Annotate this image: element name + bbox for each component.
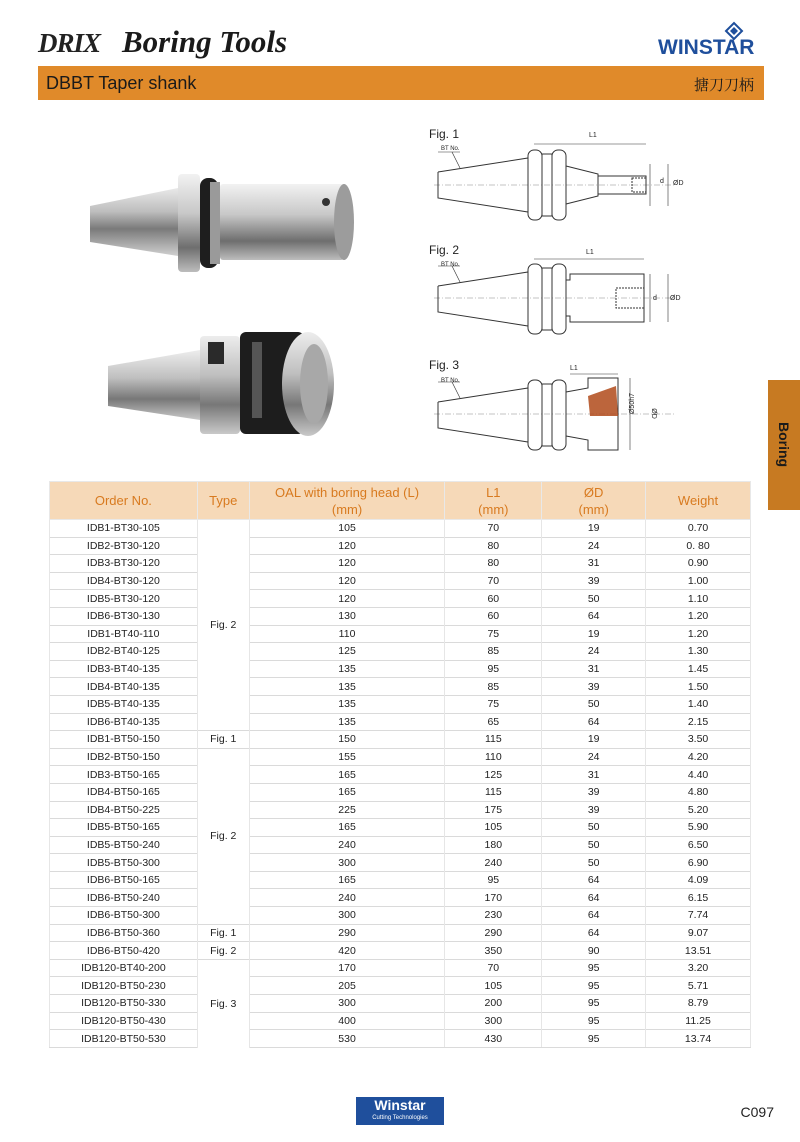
fig-1-bt: BT No. (441, 146, 460, 152)
cell-oal: 205 (249, 977, 445, 995)
cell-oal: 135 (249, 695, 445, 713)
cell-order-no: IDB6-BT40-135 (50, 713, 198, 731)
fig-1-d: d (660, 178, 664, 185)
cell-oal: 155 (249, 748, 445, 766)
cell-oal: 165 (249, 766, 445, 784)
section-title: DBBT Taper shank (46, 73, 197, 93)
table-row (50, 713, 751, 731)
cell-weight: 1.30 (646, 643, 751, 661)
cell-l1: 85 (445, 643, 542, 661)
fig-1-od: ØD (673, 180, 684, 187)
footer-logo-sub: Cutting Technologies (372, 1115, 428, 1121)
side-tab-label: Boring (776, 422, 792, 468)
cell-weight: 6.90 (646, 854, 751, 872)
fig-1-l1: L1 (589, 132, 597, 139)
table-row (50, 748, 751, 766)
cell-l1: 80 (445, 537, 542, 555)
cell-l1: 105 (445, 977, 542, 995)
table-row (50, 871, 751, 889)
table-row (50, 695, 751, 713)
cell-d: 31 (542, 660, 646, 678)
cell-weight: 1.50 (646, 678, 751, 696)
section-title-cn: 搪刀刀柄 (693, 77, 754, 94)
cell-oal: 120 (249, 590, 445, 608)
table-row (50, 942, 751, 960)
cell-l1: 105 (445, 819, 542, 837)
cell-type: Fig. 1 (197, 731, 249, 749)
cell-oal: 120 (249, 555, 445, 573)
cell-d: 64 (542, 907, 646, 925)
footer-logo (356, 1097, 444, 1125)
table-row (50, 660, 751, 678)
cell-order-no: IDB2-BT30-120 (50, 537, 198, 555)
cell-weight: 1.00 (646, 572, 751, 590)
cell-order-no: IDB6-BT50-300 (50, 907, 198, 925)
cell-l1: 95 (445, 871, 542, 889)
cell-weight: 6.50 (646, 836, 751, 854)
cell-l1: 230 (445, 907, 542, 925)
cell-order-no: IDB1-BT40-110 (50, 625, 198, 643)
table-row (50, 854, 751, 872)
cell-weight: 1.45 (646, 660, 751, 678)
cell-order-no: IDB5-BT50-240 (50, 836, 198, 854)
cell-order-no: IDB1-BT50-150 (50, 731, 198, 749)
table-row (50, 1030, 751, 1048)
cell-order-no: IDB2-BT40-125 (50, 643, 198, 661)
cell-order-no: IDB4-BT50-165 (50, 783, 198, 801)
cell-weight: 2.15 (646, 713, 751, 731)
table-row (50, 836, 751, 854)
fig-3-drawing (430, 372, 680, 462)
cell-oal: 135 (249, 713, 445, 731)
brand-name: WINSTAR (658, 36, 755, 59)
cell-l1: 60 (445, 590, 542, 608)
page-title: Boring Tools (122, 24, 288, 59)
col-l1-line1: L1 (486, 484, 501, 500)
cell-l1: 95 (445, 660, 542, 678)
cell-l1: 80 (445, 555, 542, 573)
cell-order-no: IDB5-BT50-300 (50, 854, 198, 872)
drix-logo: DRIX (38, 28, 101, 58)
cell-weight: 5.20 (646, 801, 751, 819)
cell-order-no: IDB4-BT50-225 (50, 801, 198, 819)
cell-weight: 4.20 (646, 748, 751, 766)
table-row (50, 678, 751, 696)
cell-l1: 290 (445, 924, 542, 942)
cell-order-no: IDB120-BT50-330 (50, 995, 198, 1013)
cell-d: 24 (542, 643, 646, 661)
cell-l1: 65 (445, 713, 542, 731)
cell-order-no: IDB3-BT30-120 (50, 555, 198, 573)
fig-1-label: Fig. 1 (429, 127, 460, 141)
table-row (50, 555, 751, 573)
cell-oal: 240 (249, 836, 445, 854)
col-d-line1: ØD (583, 484, 604, 500)
section-bar (38, 66, 764, 100)
col-l1-line2: (mm) (478, 501, 509, 517)
cell-d: 95 (542, 959, 646, 977)
cell-order-no: IDB6-BT50-360 (50, 924, 198, 942)
cell-oal: 105 (249, 520, 445, 538)
cell-weight: 9.07 (646, 924, 751, 942)
cell-d: 19 (542, 731, 646, 749)
cell-l1: 85 (445, 678, 542, 696)
table-row (50, 783, 751, 801)
table-row (50, 995, 751, 1013)
col-weight: Weight (646, 482, 751, 520)
cell-d: 50 (542, 836, 646, 854)
cell-l1: 75 (445, 695, 542, 713)
col-oal-line1: OAL with boring head (L) (275, 484, 420, 500)
cell-order-no: IDB5-BT30-120 (50, 590, 198, 608)
cell-order-no: IDB6-BT50-420 (50, 942, 198, 960)
cell-oal: 240 (249, 889, 445, 907)
cell-oal: 135 (249, 678, 445, 696)
spec-table (49, 481, 751, 1048)
cell-d: 19 (542, 520, 646, 538)
table-row (50, 537, 751, 555)
product-photo-1 (86, 168, 356, 278)
cell-d: 39 (542, 801, 646, 819)
cell-oal: 165 (249, 783, 445, 801)
cell-l1: 70 (445, 520, 542, 538)
table-row (50, 572, 751, 590)
fig-3-od: ØD (649, 408, 657, 419)
cell-weight: 11.25 (646, 1012, 751, 1030)
cell-l1: 240 (445, 854, 542, 872)
cell-oal: 125 (249, 643, 445, 661)
cell-d: 50 (542, 695, 646, 713)
table-row (50, 977, 751, 995)
cell-d: 39 (542, 783, 646, 801)
cell-order-no: IDB3-BT50-165 (50, 766, 198, 784)
cell-order-no: IDB3-BT40-135 (50, 660, 198, 678)
cell-d: 24 (542, 537, 646, 555)
table-row (50, 643, 751, 661)
table-row (50, 1012, 751, 1030)
fig-3-d: Ø50h7 (629, 392, 637, 415)
table-row (50, 607, 751, 625)
cell-weight: 5.90 (646, 819, 751, 837)
cell-oal: 170 (249, 959, 445, 977)
cell-weight: 6.15 (646, 889, 751, 907)
cell-order-no: IDB4-BT40-135 (50, 678, 198, 696)
cell-l1: 430 (445, 1030, 542, 1048)
cell-oal: 120 (249, 572, 445, 590)
cell-l1: 110 (445, 748, 542, 766)
cell-l1: 125 (445, 766, 542, 784)
fig-2-label: Fig. 2 (429, 243, 460, 257)
cell-weight: 4.40 (646, 766, 751, 784)
cell-d: 50 (542, 854, 646, 872)
product-photo-2 (104, 322, 344, 442)
cell-d: 64 (542, 871, 646, 889)
cell-l1: 200 (445, 995, 542, 1013)
cell-weight: 13.51 (646, 942, 751, 960)
cell-l1: 175 (445, 801, 542, 819)
cell-d: 31 (542, 766, 646, 784)
cell-l1: 115 (445, 731, 542, 749)
cell-d: 64 (542, 924, 646, 942)
col-l1 (445, 482, 542, 520)
cell-weight: 0.90 (646, 555, 751, 573)
cell-l1: 75 (445, 625, 542, 643)
cell-oal: 110 (249, 625, 445, 643)
cell-order-no: IDB6-BT50-240 (50, 889, 198, 907)
cell-d: 90 (542, 942, 646, 960)
cell-order-no: IDB5-BT50-165 (50, 819, 198, 837)
cell-weight: 0.70 (646, 520, 751, 538)
cell-l1: 350 (445, 942, 542, 960)
side-tab (768, 380, 800, 510)
cell-type: Fig. 3 (197, 959, 249, 1047)
col-order-no: Order No. (50, 482, 198, 520)
table-row (50, 590, 751, 608)
cell-weight: 0. 80 (646, 537, 751, 555)
cell-l1: 60 (445, 607, 542, 625)
cell-weight: 3.20 (646, 959, 751, 977)
cell-oal: 530 (249, 1030, 445, 1048)
cell-order-no: IDB120-BT50-430 (50, 1012, 198, 1030)
fig-2-od: ØD (670, 295, 681, 302)
table-row (50, 889, 751, 907)
cell-order-no: IDB2-BT50-150 (50, 748, 198, 766)
fig-3-l1: L1 (570, 365, 578, 372)
cell-d: 95 (542, 1030, 646, 1048)
cell-l1: 170 (445, 889, 542, 907)
cell-oal: 300 (249, 854, 445, 872)
cell-weight: 4.80 (646, 783, 751, 801)
table-header-row (50, 482, 751, 520)
cell-d: 19 (542, 625, 646, 643)
cell-d: 31 (542, 555, 646, 573)
col-oal-line2: (mm) (331, 501, 363, 517)
spec-table-body (50, 520, 751, 1048)
cell-weight: 13.74 (646, 1030, 751, 1048)
cell-weight: 1.20 (646, 625, 751, 643)
cell-order-no: IDB120-BT40-200 (50, 959, 198, 977)
cell-oal: 130 (249, 607, 445, 625)
cell-weight: 4.09 (646, 871, 751, 889)
cell-d: 64 (542, 713, 646, 731)
cell-weight: 8.79 (646, 995, 751, 1013)
table-row (50, 924, 751, 942)
col-d-line2: (mm) (578, 501, 609, 517)
col-oal (249, 482, 445, 520)
cell-d: 64 (542, 889, 646, 907)
fig-3-label: Fig. 3 (429, 358, 460, 372)
cell-order-no: IDB120-BT50-530 (50, 1030, 198, 1048)
page-header (38, 20, 764, 64)
winstar-logo (658, 20, 762, 60)
table-row (50, 766, 751, 784)
cell-order-no: IDB120-BT50-230 (50, 977, 198, 995)
cell-order-no: IDB6-BT50-165 (50, 871, 198, 889)
cell-weight: 1.10 (646, 590, 751, 608)
cell-d: 50 (542, 590, 646, 608)
footer-logo-name: Winstar (374, 1097, 426, 1113)
table-row (50, 819, 751, 837)
cell-l1: 70 (445, 572, 542, 590)
table-row (50, 959, 751, 977)
cell-l1: 300 (445, 1012, 542, 1030)
table-row (50, 520, 751, 538)
col-type: Type (197, 482, 249, 520)
fig-2-bt: BT No. (441, 262, 460, 268)
cell-d: 24 (542, 748, 646, 766)
cell-oal: 225 (249, 801, 445, 819)
cell-order-no: IDB5-BT40-135 (50, 695, 198, 713)
page-number: C097 (740, 1104, 774, 1120)
cell-d: 95 (542, 1012, 646, 1030)
table-row (50, 907, 751, 925)
cell-order-no: IDB1-BT30-105 (50, 520, 198, 538)
cell-weight: 5.71 (646, 977, 751, 995)
table-row (50, 625, 751, 643)
cell-l1: 70 (445, 959, 542, 977)
cell-weight: 1.40 (646, 695, 751, 713)
cell-oal: 300 (249, 907, 445, 925)
cell-d: 64 (542, 607, 646, 625)
cell-type: Fig. 1 (197, 924, 249, 942)
cell-oal: 135 (249, 660, 445, 678)
table-row (50, 801, 751, 819)
cell-d: 95 (542, 995, 646, 1013)
cell-type: Fig. 2 (197, 748, 249, 924)
fig-2-drawing (430, 256, 680, 346)
cell-oal: 165 (249, 819, 445, 837)
cell-d: 39 (542, 678, 646, 696)
cell-d: 95 (542, 977, 646, 995)
cell-oal: 420 (249, 942, 445, 960)
cell-oal: 165 (249, 871, 445, 889)
fig-3-bt: BT No. (441, 378, 460, 384)
cell-type: Fig. 2 (197, 520, 249, 731)
cell-d: 50 (542, 819, 646, 837)
cell-oal: 150 (249, 731, 445, 749)
cell-type: Fig. 2 (197, 942, 249, 960)
table-row (50, 731, 751, 749)
col-d (542, 482, 646, 520)
cell-weight: 7.74 (646, 907, 751, 925)
cell-oal: 290 (249, 924, 445, 942)
fig-2-d: d (653, 295, 657, 302)
cell-weight: 1.20 (646, 607, 751, 625)
fig-2-l1: L1 (586, 249, 594, 256)
cell-order-no: IDB4-BT30-120 (50, 572, 198, 590)
fig-1-drawing (430, 140, 680, 230)
cell-oal: 120 (249, 537, 445, 555)
cell-l1: 180 (445, 836, 542, 854)
cell-d: 39 (542, 572, 646, 590)
cell-oal: 400 (249, 1012, 445, 1030)
cell-oal: 300 (249, 995, 445, 1013)
cell-l1: 115 (445, 783, 542, 801)
cell-weight: 3.50 (646, 731, 751, 749)
cell-order-no: IDB6-BT30-130 (50, 607, 198, 625)
